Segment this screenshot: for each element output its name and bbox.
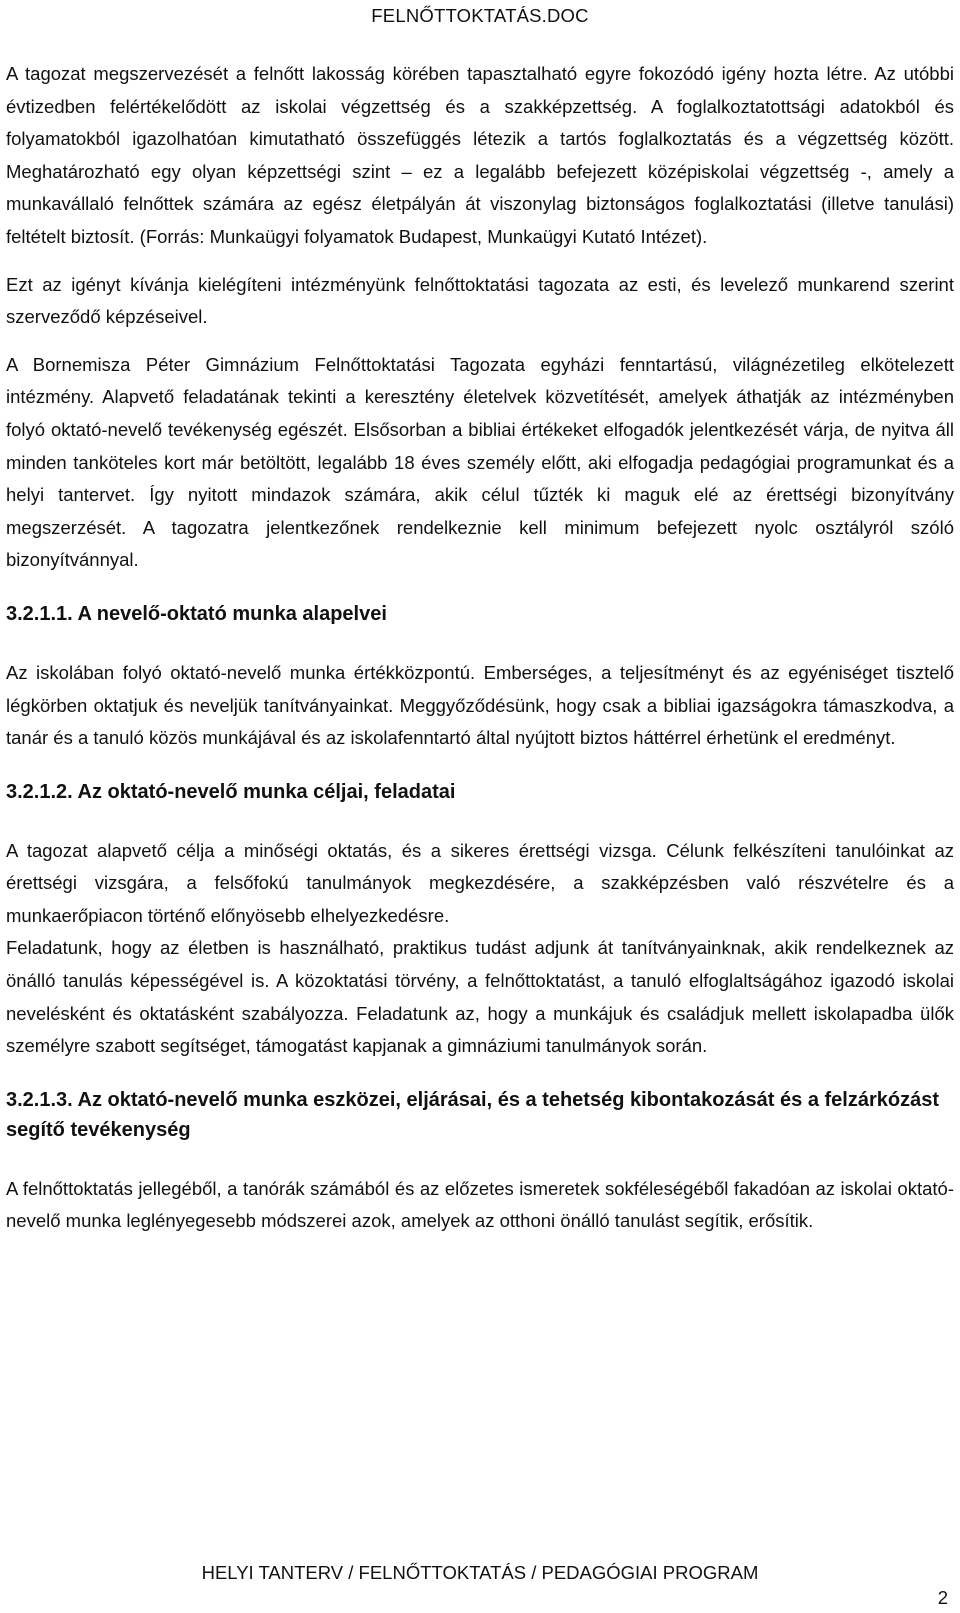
- intro-paragraph: A tagozat megszervezését a felnőtt lakosság körében tapasztalható egyre fokozódó igény hozta létre. Az utóbbi évtizedben felértékelődött az iskolai végzettség és a szakképzettség. A foglalkoztatottsági adatokból és folyamatokból igazolhatóan kimutatható összefüggés létezik a tartós foglalkoztatás és a végzettség között. Meghatározható egy olyan képzettségi szint – ez a legalább befejezett középiskolai végzettség -, amely a munkavállaló felnőttek számára az egész életpályán át viszonylag biztonságos foglalkoztatási (illetve tanulási) feltételt biztosít. (Forrás: Munkaügyi folyamatok Budapest, Munkaügyi Kutató Intézet).: [6, 63, 954, 247]
- purpose-paragraph: Ezt az igényt kívánja kielégíteni intézményünk felnőttoktatási tagozata az esti, és levelező munkarend szerint szerveződő képzéseivel.: [6, 273, 954, 328]
- section-text-tools: A felnőttoktatás jellegéből, a tanórák számából és az előzetes ismeretek sokféleségéből fakadóan az iskolai oktató-nevelő munka leglényegesebb módszerei azok, amelyek az otthoni önálló tanulást segítik, erősítik.: [6, 1177, 954, 1232]
- document-header-title: FELNŐTTOKTATÁS.DOC: [371, 5, 589, 26]
- document-body: [6, 58, 954, 1238]
- page-number: 2: [937, 1587, 948, 1608]
- section-text-principles: Az iskolában folyó oktató-nevelő munka értékközpontú. Emberséges, a teljesítményt és az egyéniséget tisztelő légkörben oktatjuk és neveljük tanítványainkat. Meggyőződésünk, hogy csak a bibliai igazságokra támaszkodva, a tanár és a tanuló közös munkájával és az iskolafenntartó által nyújtott biztos háttérrel érhetünk el eredményt.: [6, 661, 954, 749]
- section-heading-principles: 3.2.1.1. A nevelő-oktató munka alapelvei: [6, 602, 387, 625]
- section-text-tasks: Feladatunk, hogy az életben is használható, praktikus tudást adjunk át tanítványainknak, akik rendelkeznek az önálló tanulás képességével is. A közoktatási törvény, a felnőttoktatást, a tanuló elfoglaltságához igazodó iskolai nevelésként és oktatásként szabályozza. Feladatunk az, hogy a munkájuk és családjuk mellett iskolapadba ülők személyre szabott segítséget, támogatást kapjanak a gimnáziumi tanulmányok során.: [6, 937, 954, 1057]
- section-heading-goals: 3.2.1.2. Az oktató-nevelő munka céljai, feladatai: [6, 780, 456, 803]
- document-footer: HELYI TANTERV / FELNŐTTOKTATÁS / PEDAGÓGIAI PROGRAM: [201, 1562, 759, 1583]
- section-text-goals: A tagozat alapvető célja a minőségi oktatás, és a sikeres érettségi vizsga. Célunk felkészíteni tanulóinkat az érettségi vizsgára, a felsőfokú tanulmányok megkezdésére, a szakképzésben való részvételre és a munkaerőpiacon történő előnyösebb elhelyezkedésre.: [6, 839, 954, 926]
- section-heading-tools: 3.2.1.3. Az oktató-nevelő munka eszközei, eljárásai, és a tehetség kibontakozását és a felzárkózást segítő tevékenység: [6, 1088, 939, 1141]
- institution-paragraph: A Bornemisza Péter Gimnázium Felnőttoktatási Tagozata egyházi fenntartású, világnézetileg elkötelezett intézmény. Alapvető feladatának tekinti a keresztény életelvek közvetítését, amelyek áthatják az intézményben folyó oktató-nevelő tevékenység egészét. Elsősorban a bibliai értékeket elfogadók jelentkezését várja, de nyitva áll minden tanköteles kort már betöltött, legalább 18 éves személy előtt, aki elfogadja pedagógiai programunkat és a helyi tantervet. Így nyitott mindazok számára, akik célul tűzték ki maguk elé az érettségi bizonyítvány megszerzését. A tagozatra jelentkezőnek rendelkeznie kell minimum befejezett nyolc osztályról szóló bizonyítvánnyal.: [6, 353, 954, 571]
